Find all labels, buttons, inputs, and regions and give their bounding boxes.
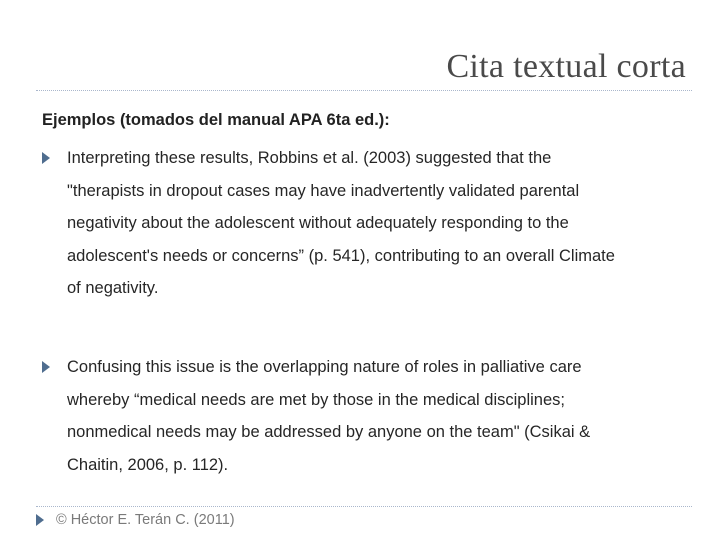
bullet-2-line-4: Chaitin, 2006, p. 112). <box>67 455 229 474</box>
triangle-bullet-icon <box>36 514 44 526</box>
bullet-item-1 <box>42 142 692 305</box>
footer-divider <box>36 506 692 507</box>
slide-title: Cita textual corta <box>446 48 686 85</box>
bullet-1-line-5: of negativity. <box>67 279 159 297</box>
bullet-2-line-3: nonmedical needs may be addressed by anyone on the team" (Csikai & <box>67 423 591 441</box>
bullet-2-line-2: whereby “medical needs are met by those in the medical disciplines; <box>67 390 565 409</box>
bullet-1-line-2: "therapists in dropout cases may have inadvertently validated parental <box>67 181 580 200</box>
bullet-text-2 <box>67 351 692 481</box>
footer <box>36 512 235 528</box>
triangle-bullet-icon <box>42 361 50 373</box>
subheading: Ejemplos (tomados del manual APA 6ta ed.): <box>42 111 390 129</box>
bullet-text-1 <box>67 142 692 305</box>
bullet-item-2 <box>42 351 692 481</box>
bullet-1-line-4: adolescent's needs or concerns” (p. 541), contributing to an overall Climate <box>67 246 615 265</box>
bullet-1-line-3: negativity about the adolescent without adequately responding to the <box>67 214 569 232</box>
title-divider <box>36 90 692 91</box>
triangle-bullet-icon <box>42 152 50 164</box>
bullet-1-line-1: Interpreting these results, Robbins et al. (2003) suggested that the <box>67 149 552 167</box>
footer-copyright: © Héctor E. Terán C. (2011) <box>56 512 235 528</box>
bullet-2-line-1: Confusing this issue is the overlapping nature of roles in palliative care <box>67 358 582 376</box>
